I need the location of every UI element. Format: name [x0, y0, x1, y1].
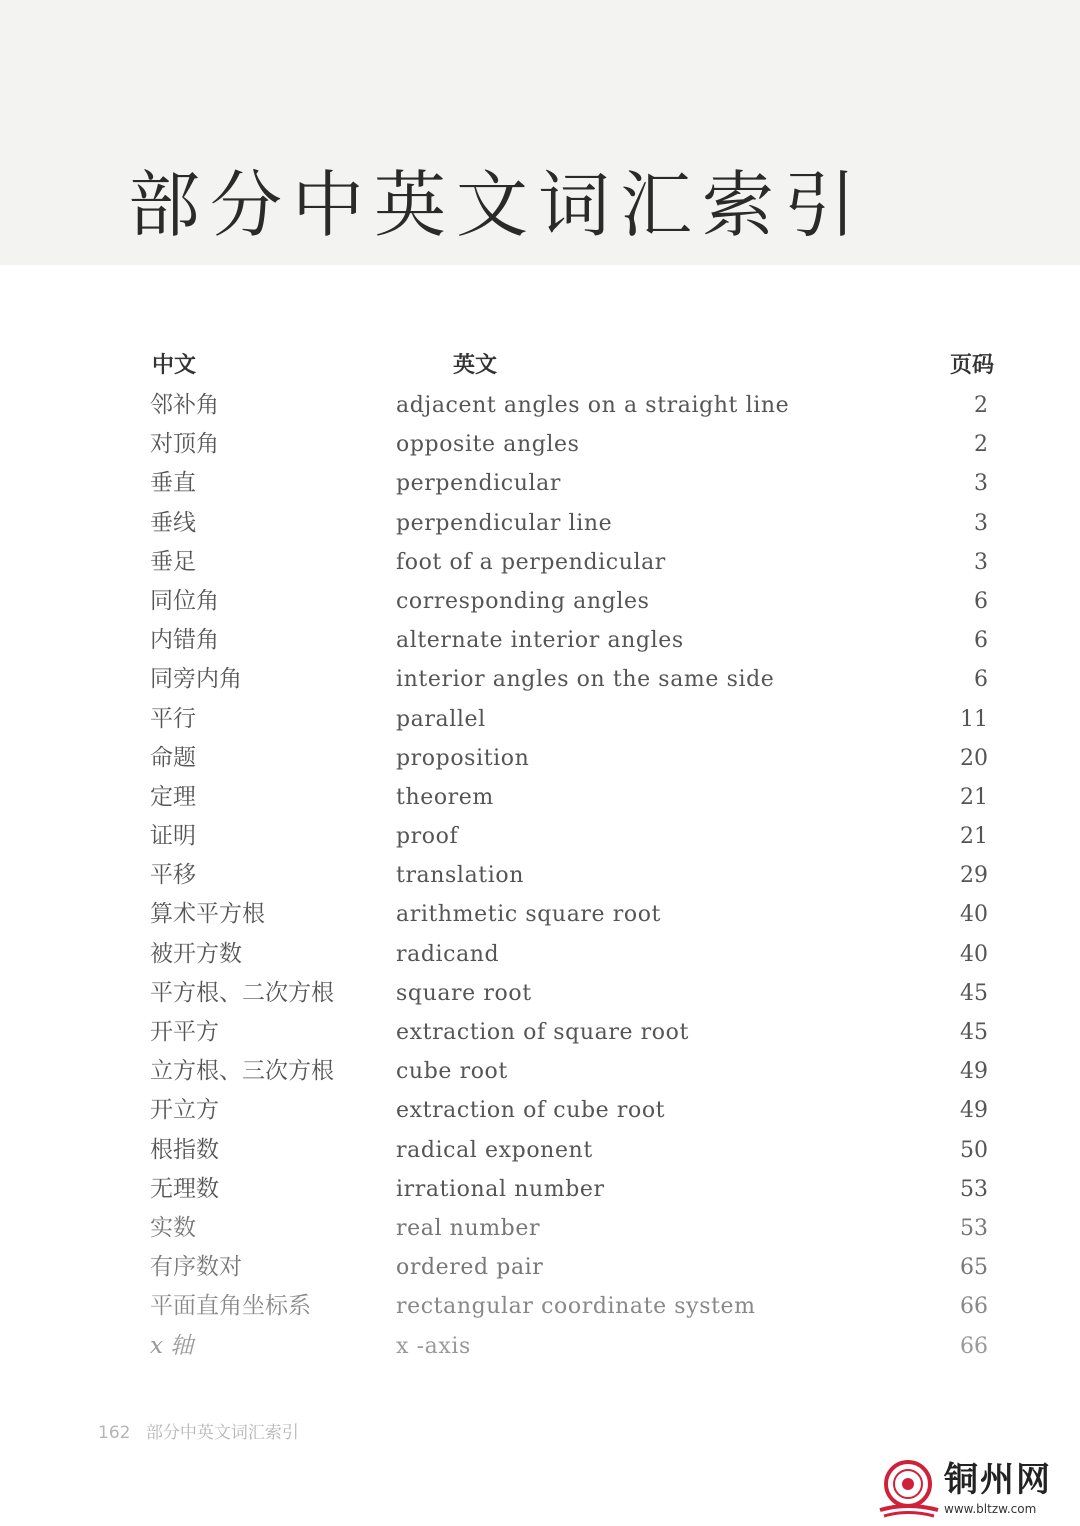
watermark-name: 铜州网: [944, 1460, 1052, 1500]
term-english: ordered pair: [396, 1255, 544, 1281]
term-page: 3: [974, 510, 988, 536]
term-english: extraction of cube root: [396, 1098, 666, 1124]
term-page: 45: [960, 980, 988, 1006]
glossary-row: [0, 778, 1080, 817]
term-page: 3: [974, 549, 988, 575]
glossary-row: [0, 739, 1080, 778]
term-chinese: 算术平方根: [150, 901, 265, 928]
glossary-row: [0, 504, 1080, 543]
term-page: 2: [974, 393, 988, 418]
glossary-row: [0, 856, 1080, 895]
term-page: 40: [960, 902, 988, 928]
term-english: translation: [396, 863, 524, 889]
term-english: perpendicular: [396, 471, 561, 497]
term-english: parallel: [396, 706, 486, 732]
term-english: proposition: [396, 745, 530, 771]
term-page: 53: [960, 1215, 988, 1241]
term-english: cube root: [396, 1059, 508, 1085]
term-page: 29: [960, 863, 988, 889]
glossary-row: [0, 425, 1080, 464]
term-chinese: 定理: [150, 783, 196, 810]
term-chinese: 平方根、二次方根: [150, 979, 334, 1006]
footer-running-title: 部分中英文词汇索引: [145, 1423, 299, 1443]
term-page: 2: [974, 432, 988, 458]
glossary-row: [0, 464, 1080, 503]
glossary-row: [0, 974, 1080, 1013]
term-chinese: 邻补角: [150, 392, 219, 418]
glossary-row: [0, 1327, 1080, 1366]
watermark-logo: [878, 1458, 1073, 1520]
term-chinese: 开立方: [150, 1097, 219, 1124]
term-chinese: 立方根、三次方根: [150, 1058, 334, 1085]
term-chinese: 内错角: [150, 627, 219, 654]
glossary-row: [0, 1248, 1080, 1287]
glossary-row: [0, 1052, 1080, 1091]
glossary-row: [0, 660, 1080, 699]
glossary-row: [0, 700, 1080, 739]
term-page: 21: [960, 784, 988, 810]
term-page: 66: [960, 1333, 988, 1359]
term-english: arithmetic square root: [396, 902, 661, 928]
term-page: 65: [960, 1255, 988, 1281]
term-chinese: 证明: [150, 823, 196, 850]
term-page: 6: [974, 667, 988, 693]
term-chinese: 实数: [150, 1214, 196, 1241]
term-english: corresponding angles: [396, 588, 650, 614]
glossary-row: [0, 935, 1080, 974]
term-english: adjacent angles on a straight line: [396, 393, 790, 418]
term-page: 6: [974, 628, 988, 654]
term-chinese: 开平方: [150, 1019, 219, 1045]
term-page: 49: [960, 1059, 988, 1085]
term-chinese: 平移: [150, 862, 196, 889]
term-page: 6: [974, 588, 988, 614]
seal-logo-icon: [878, 1458, 940, 1518]
glossary-row: [0, 1287, 1080, 1326]
term-page: 40: [960, 941, 988, 967]
term-chinese: 有序数对: [150, 1254, 242, 1281]
glossary-row: [0, 621, 1080, 660]
watermark-url: www.bltzw.com: [944, 1502, 1037, 1516]
page-title: 部分中英文词汇索引: [128, 163, 867, 247]
page-footer: [98, 1418, 299, 1443]
term-page: 3: [974, 471, 988, 497]
footer-page-number: 162: [98, 1423, 131, 1443]
term-page: 20: [960, 745, 988, 771]
term-chinese: 平面直角坐标系: [150, 1293, 311, 1320]
term-page: 21: [960, 824, 988, 850]
term-chinese: x 轴: [150, 1332, 194, 1359]
term-chinese: 垂直: [150, 470, 196, 497]
term-page: 66: [960, 1294, 988, 1320]
term-english: extraction of square root: [396, 1020, 689, 1045]
term-page: 53: [960, 1176, 988, 1202]
term-page: 50: [960, 1137, 988, 1163]
term-english: proof: [396, 824, 459, 850]
term-page: 45: [960, 1020, 988, 1045]
term-english: square root: [396, 980, 532, 1006]
term-chinese: 同旁内角: [150, 666, 242, 693]
term-page: 49: [960, 1098, 988, 1124]
term-english: irrational number: [396, 1176, 605, 1202]
glossary-row: [0, 582, 1080, 621]
term-english: theorem: [396, 784, 494, 810]
glossary-row: [0, 895, 1080, 934]
glossary-row: [0, 1209, 1080, 1248]
term-page: 11: [960, 706, 988, 732]
term-chinese: 垂线: [150, 509, 196, 536]
term-english: interior angles on the same side: [396, 667, 775, 693]
term-chinese: 无理数: [150, 1175, 219, 1202]
glossary-row: [0, 817, 1080, 856]
term-chinese: 对顶角: [150, 431, 219, 458]
glossary-row: [0, 1091, 1080, 1130]
term-chinese: 同位角: [150, 587, 219, 614]
column-header-page: 页码: [950, 353, 995, 378]
term-english: alternate interior angles: [396, 628, 684, 654]
glossary-list: [0, 386, 1080, 1366]
term-english: perpendicular line: [396, 510, 613, 536]
glossary-row: [0, 1131, 1080, 1170]
term-english: radicand: [396, 941, 500, 967]
glossary-row: [0, 543, 1080, 582]
term-english: rectangular coordinate system: [396, 1294, 756, 1320]
term-chinese: 命题: [150, 744, 196, 771]
glossary-row: [0, 1013, 1080, 1052]
term-chinese: 根指数: [150, 1136, 219, 1163]
term-english: real number: [396, 1215, 541, 1241]
term-english: radical exponent: [396, 1137, 593, 1163]
glossary-row: [0, 386, 1080, 425]
column-header-chinese: 中文: [152, 353, 197, 378]
term-english: opposite angles: [396, 432, 580, 458]
term-chinese: 垂足: [150, 548, 196, 575]
column-header-english: 英文: [453, 353, 498, 378]
term-chinese: 平行: [150, 705, 196, 732]
term-english: x -axis: [396, 1333, 471, 1359]
term-english: foot of a perpendicular: [396, 549, 666, 575]
term-chinese: 被开方数: [150, 940, 242, 967]
glossary-row: [0, 1170, 1080, 1209]
